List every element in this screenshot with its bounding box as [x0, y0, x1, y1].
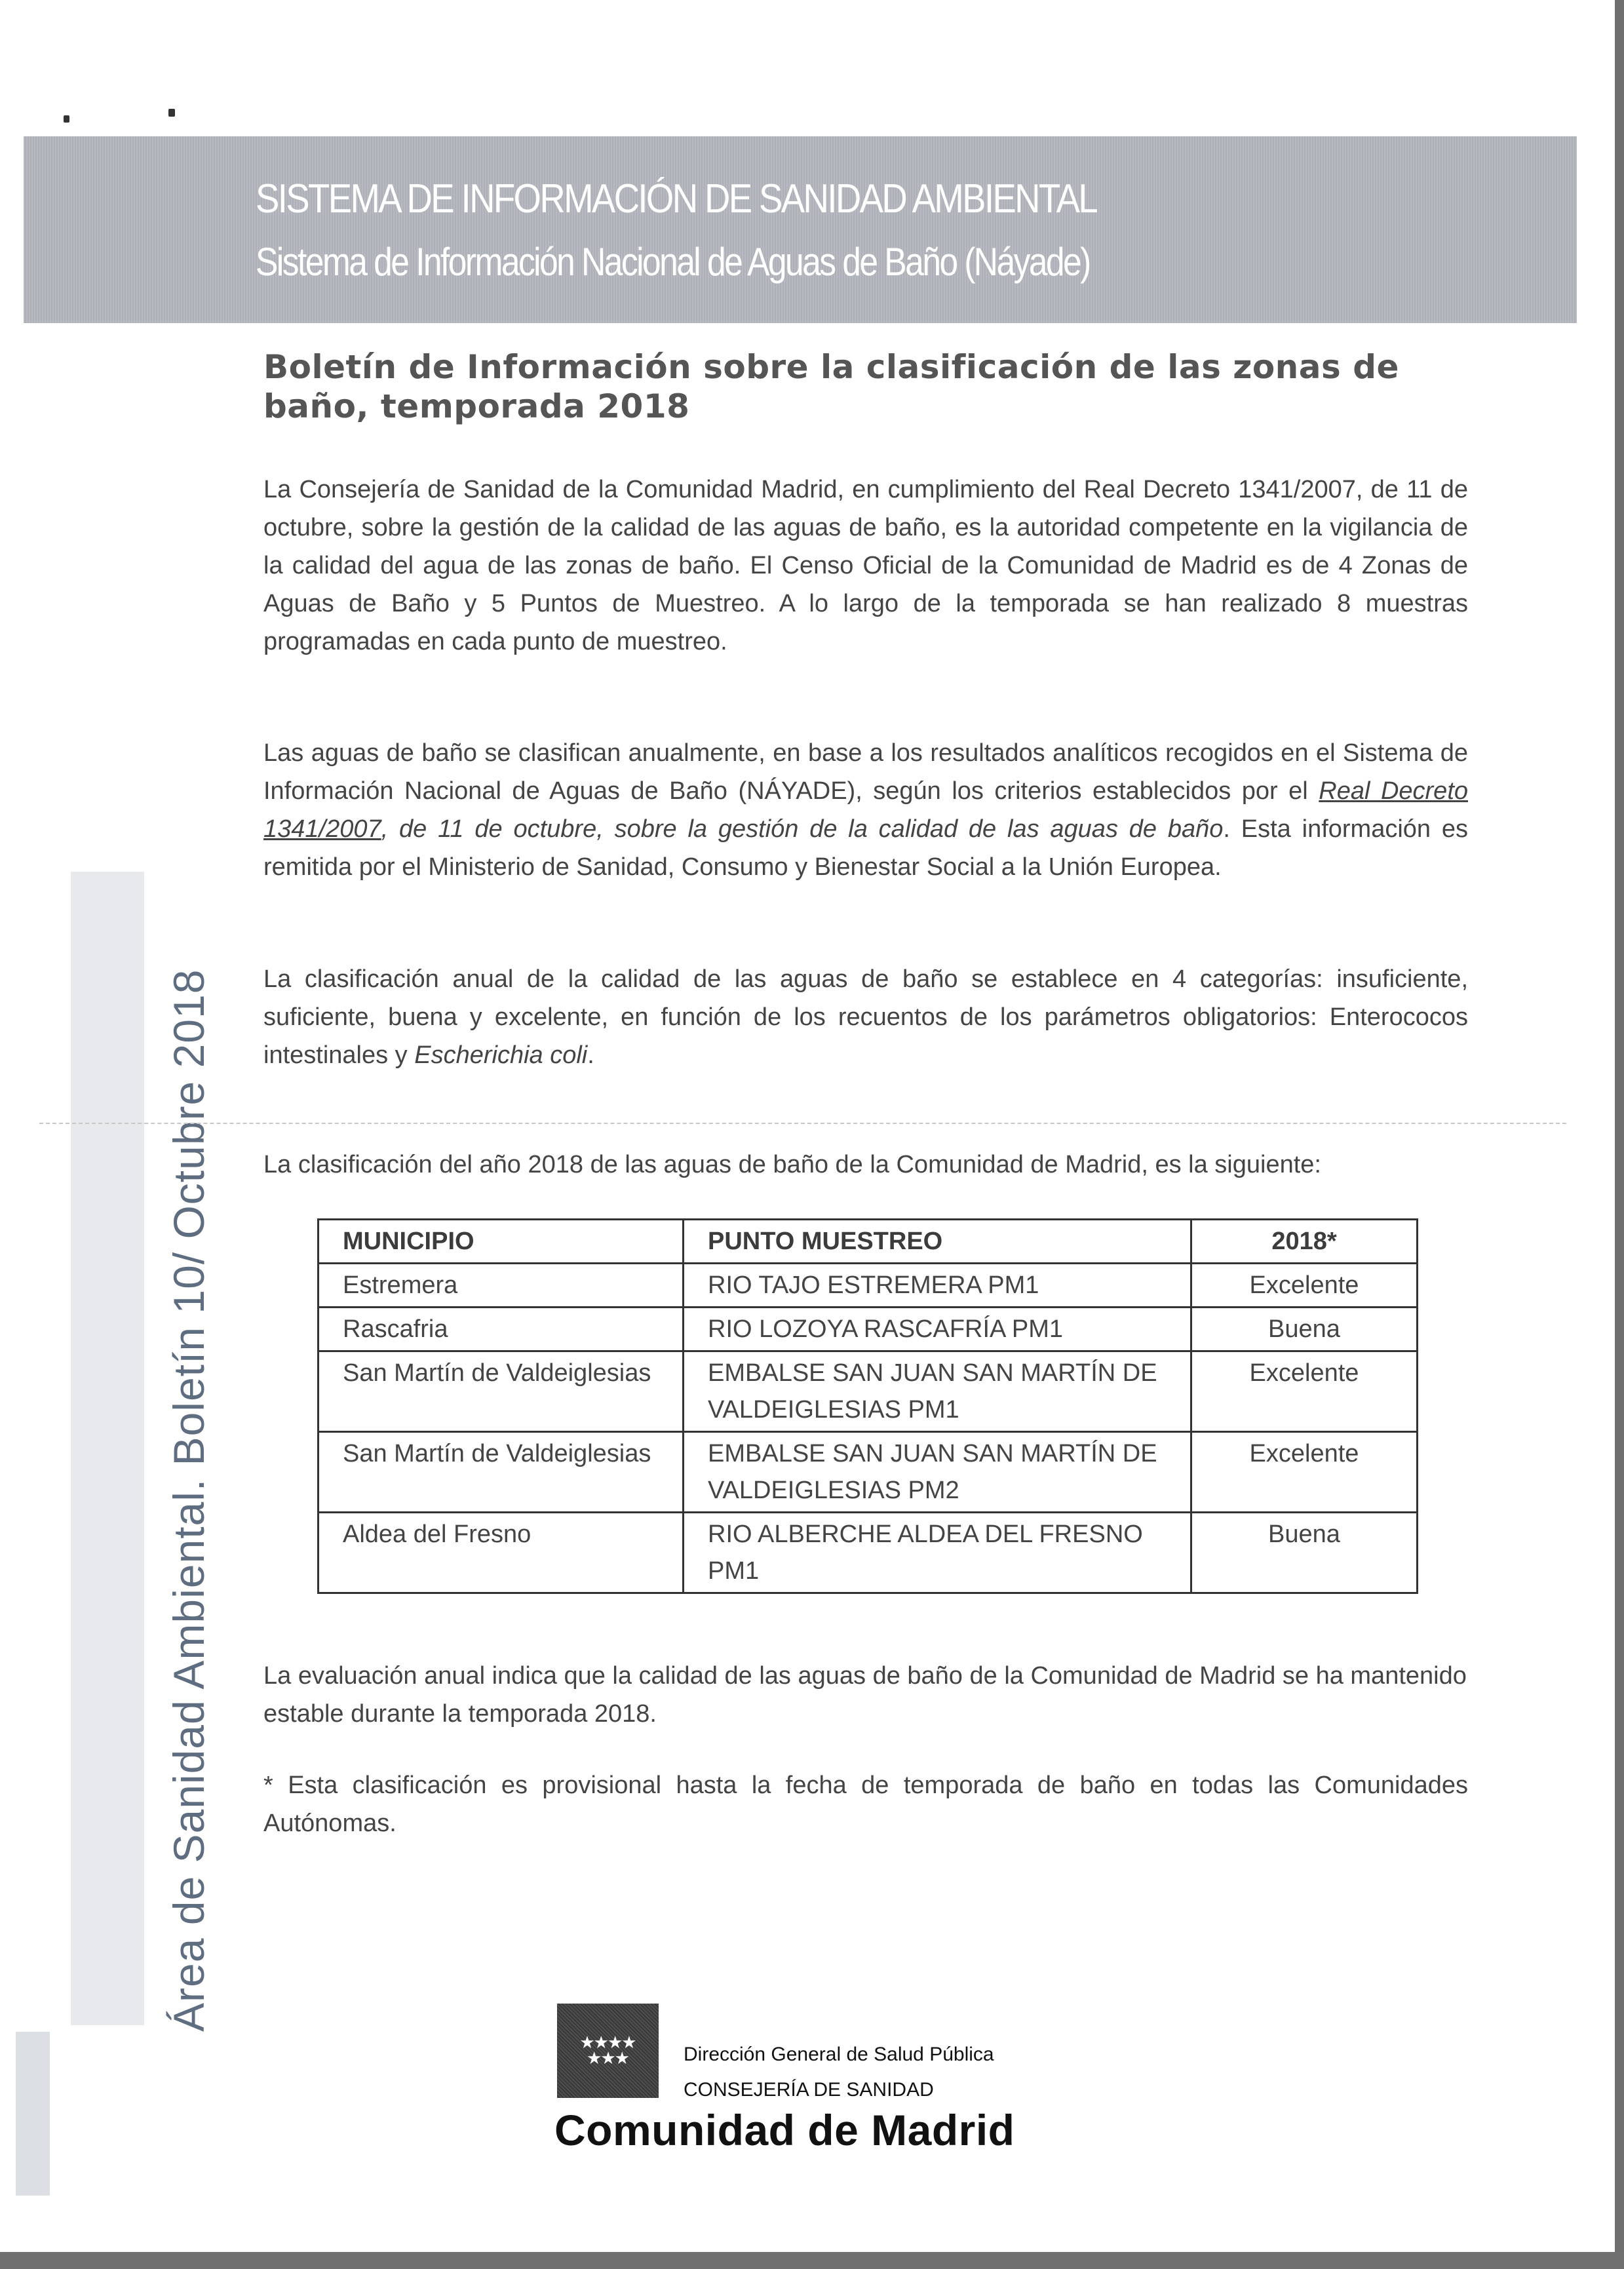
- cell-municipio: San Martín de Valdeiglesias: [319, 1432, 684, 1513]
- paragraph-evaluation: La evaluación anual indica que la calidad de las aguas de baño de la Comunidad de Madrid se ha mantenido estable durante la temporada 2018.: [263, 1662, 1467, 1728]
- table-row: [319, 1308, 1418, 1351]
- footer-organization: Comunidad de Madrid: [554, 2106, 1015, 2154]
- header-banner: [24, 136, 1577, 323]
- column-header-municipio: MUNICIPIO: [319, 1220, 684, 1264]
- sidebar-vertical-caption: Área de Sanidad Ambiental. Boletín 10/ Octubre 2018: [164, 969, 213, 2032]
- cell-classification: Buena: [1191, 1308, 1418, 1351]
- cell-classification: Excelente: [1191, 1351, 1418, 1432]
- classification-table: [317, 1218, 1418, 1594]
- stars-icon: ★★★★ ★★★: [579, 2033, 636, 2068]
- cell-municipio: Rascafria: [319, 1308, 684, 1351]
- cell-punto-muestreo: RIO ALBERCHE ALDEA DEL FRESNO PM1: [684, 1513, 1191, 1593]
- text: . Esta información es remitida por el Ministerio de Sanidad, Consumo y Bienestar Social a la Unión Europea.: [263, 815, 1468, 881]
- table-row: [319, 1513, 1418, 1593]
- fold-line: [39, 1123, 1566, 1124]
- footnote: * Esta clasificación es provisional hasta la fecha de temporada de baño en todas las Comunidades Autónomas.: [263, 1772, 1468, 1837]
- paragraph-categories: [263, 960, 1468, 1074]
- header-subtitle: Sistema de Información Nacional de Aguas de Baño (Náyade): [256, 240, 1090, 284]
- real-decreto-link[interactable]: Real Decreto 1341/2007: [263, 777, 1469, 843]
- sidebar-band-lower: [16, 2032, 50, 2196]
- cell-classification: Excelente: [1191, 1432, 1418, 1513]
- cell-punto-muestreo: RIO TAJO ESTREMERA PM1: [684, 1264, 1191, 1308]
- table-intro: La clasificación del año 2018 de las aguas de baño de la Comunidad de Madrid, es la siguiente:: [263, 1151, 1321, 1178]
- cell-municipio: San Martín de Valdeiglesias: [319, 1351, 684, 1432]
- cell-punto-muestreo: EMBALSE SAN JUAN SAN MARTÍN DE VALDEIGLESIAS PM2: [684, 1432, 1191, 1513]
- scan-mark: [64, 115, 69, 123]
- sidebar-band: [71, 872, 144, 2025]
- scan-mark: [168, 109, 175, 117]
- column-header-2018: 2018*: [1191, 1220, 1418, 1264]
- table-row: [319, 1264, 1418, 1308]
- scan-edge-right: [1615, 0, 1624, 2269]
- header-title: SISTEMA DE INFORMACIÓN DE SANIDAD AMBIENTAL: [256, 176, 1097, 222]
- comunidad-madrid-logo: [557, 2004, 659, 2098]
- column-header-punto-muestreo: PUNTO MUESTREO: [684, 1220, 1191, 1264]
- text-italic: Escherichia coli: [414, 1041, 588, 1069]
- scan-edge-bottom: [0, 2252, 1624, 2269]
- table-row: [319, 1351, 1418, 1432]
- paragraph-intro: La Consejería de Sanidad de la Comunidad Madrid, en cumplimiento del Real Decreto 1341/2007, de 11 de octubre, sobre la gestión de la calidad de las aguas de baño, es la autoridad competente en la vigilancia de la calidad del agua de las zonas de baño. El Censo Oficial de la Comunidad de Madrid es de 4 Zonas de Aguas de Baño y 5 Puntos de Muestreo. A lo largo de la temporada se han realizado 8 muestras programadas en cada punto de muestreo.: [263, 476, 1468, 655]
- cell-punto-muestreo: RIO LOZOYA RASCAFRÍA PM1: [684, 1308, 1191, 1351]
- text: Las aguas de baño se clasifican anualmente, en base a los resultados analíticos recogidos en el Sistema de Información Nacional de Aguas de Baño (NÁYADE), según los criterios establecidos por el: [263, 739, 1468, 805]
- cell-municipio: Estremera: [319, 1264, 684, 1308]
- cell-classification: Buena: [1191, 1513, 1418, 1593]
- cell-punto-muestreo: EMBALSE SAN JUAN SAN MARTÍN DE VALDEIGLESIAS PM1: [684, 1351, 1191, 1432]
- document-title: Boletín de Información sobre la clasificación de las zonas de baño, temporada 2018: [263, 348, 1399, 425]
- cell-municipio: Aldea del Fresno: [319, 1513, 684, 1593]
- text-italic: , de 11 de octubre, sobre la gestión de la calidad de las aguas de baño: [381, 815, 1224, 843]
- footer-direction: Dirección General de Salud Pública: [684, 2044, 994, 2065]
- paragraph-classification-criteria: [263, 734, 1468, 886]
- table-row: [319, 1432, 1418, 1513]
- table-header-row: [319, 1220, 1418, 1264]
- footer-department: CONSEJERÍA DE SANIDAD: [684, 2079, 934, 2101]
- cell-classification: Excelente: [1191, 1264, 1418, 1308]
- text: La clasificación anual de la calidad de las aguas de baño se establece en 4 categorías: insuficiente, suficiente, buena y excelente, en función de los recuentos de los parámetros obligatorios: Enterococos intestinales y: [263, 965, 1468, 1069]
- text: .: [587, 1041, 594, 1069]
